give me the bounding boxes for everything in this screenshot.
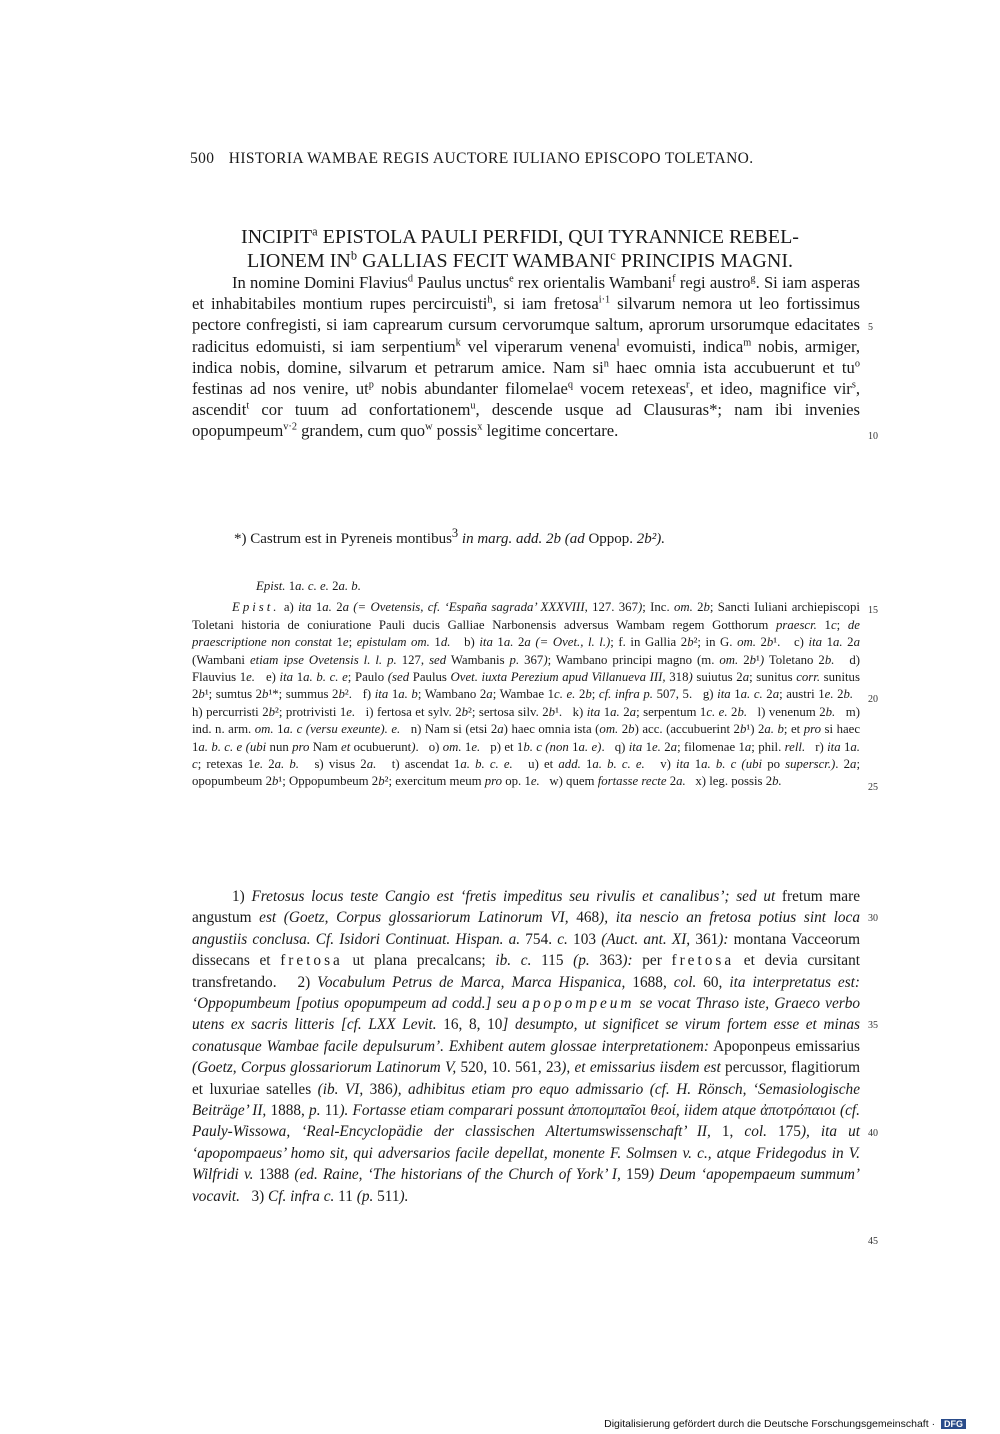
critical-apparatus — [192, 578, 860, 791]
epistle-body: In nomine Domini Flavius$^d$ Paulus unctus$^e$ rex orientalis Wambani$^f$ regi austro$^g$. Si iam asperas et inhabitabiles montium rupes percircuisti$^h$, si iam fretosa$^{i\cdot 1}$ silvarum nemora ut leo fortissimus pectore confregisti, si iam caprearum cursum cervorumque saltum, aprorum ursorumque edacitates radicitus edomuisti, si iam serpentium$^k$ vel viperarum venena$^l$ evomuisti, indica$^m$ nobis, armiger, indica nobis, domine, silvarum et petrarum amice. Nam $si^n$ haec omnia ista accubuerunt et $tu^o$ festinas ad nos venire, $ut^p$ nobis abundanter filomelae$^q$ vocem retexeas$^r$, et ideo, magnifice vir$^s$, ascendit$^t$ cor tuum ad confortationem$^u$, descende usque ad Clausuras*; nam ibi invenies opopumpeum$^{v\cdot 2}$ grandem, cum quo$^w$ possis$^x$ legitime concertare. — [192, 273, 861, 441]
line-number: 40 — [868, 1128, 878, 1139]
digitization-credit: Digitalisierung gefördert durch die Deutsche Forschungsgemeinschaft · DFG — [604, 1418, 966, 1430]
line-number-margin — [868, 0, 898, 1434]
line-number: 20 — [868, 694, 878, 705]
running-title: HISTORIA WAMBAE REGIS AUCTORE IULIANO EPISCOPO TOLETANO. — [228, 150, 754, 167]
apparatus-body: Epist. a) ita 1a. 2a (= Ovetensis, cf. ‘España sagrada’ XXXVIII, 127. 367); Inc. om. 2b; Sancti Iuliani archiepiscopi Toletani historia de coniuratione Pauli ducis Galliae Narbonensis adversus Wambam regem Gotthorum praescr. 1c; de praescriptione non constat 1e; epistulam om. 1d. b) ita 1a. 2a (= Ovet., l. l.); f. in Gallia 2b²; in G. om. 2b¹. c) ita 1a. 2a (Wambani etiam ipse Ovetensis l. l. p. 127, sed Wambanis p. 367); Wambano principi magno (m. om. 2b¹) Toletano 2b. d) Flauvius 1e. e) ita 1a. b. c. e; Paulo (sed Paulus Ovet. iuxta Perezium apud Villanueva III, 318) suiutus 2a; sunitus corr. sunitus 2b¹; sumtus 2b¹*; summus 2b². f) ita 1a. b; Wambano 2a; Wambae 1c. e. 2b; cf. infra p. 507, 5. g) ita 1a. c. 2a; austri 1e. 2b. h) percurristi 2b²; protrivisti 1e. i) fertosa et sylv. 2b²; sertosa silv. 2b¹. k) ita 1a. 2a; serpentum 1c. e. 2b. l) venenum 2b. m) ind. n. arm. om. 1a. c (versu exeunte). e. n) Nam si (etsi 2a) haec omnia ista (om. 2b) acc. (accubuerint 2b¹) 2a. b; et pro si haec 1a. b. c. e (ubi nun pro Nam et ocubuerunt). o) om. 1e. p) et 1b. c (non 1a. e). q) ita 1e. 2a; filomenae 1a; phil. rell. r) ita 1a. c; retexas 1e. 2a. b. s) visus 2a. t) ascendat 1a. b. c. e. u) et add. 1a. b. c. e. v) ita 1a. b. c (ubi po superscr.). 2a; opopumbeum 2b¹; Oppopumbeum 2b²; exercitum meum pro op. 1e. w) quem fortasse recte 2a. x) leg. possis 2b. — [192, 600, 861, 789]
line-number: 35 — [868, 1020, 878, 1031]
line-number: 15 — [868, 605, 878, 616]
running-header — [190, 150, 830, 168]
footnote-text: 1) Fretosus locus teste Cangio est ‘fretis impeditus seu rivulis et canalibus’; sed ut fretum mare angustum est (Goetz, Corpus glossariorum Latinorum VI, 468), ita nescio an fretosa potius sint loca angustiis conclusa. Cf. Isidori Continuat. Hispan. a. 754. c. 103 (Auct. ant. XI, 361): montana Vacceorum dissecans et fretosa ut plana precalcans; ib. c. 115 (p. 363): per fretosa et devia cursitant transfretando. 2) Vocabulum Petrus de Marca, Marca Hispanica, 1688, col. 60, ita interpretatus est: ‘Oppopumbeum [potius opopumpeum ad codd.] seu apopompeum se vocat Thraso iste, Graeco verbo utens ex sacris litteris [cf. LXX Levit. 16, 8, 10] desumpto, ut significet se virum fortem esse et minas conatusque Wambae facile depulsurum’. Exhibent autem glossae interpretationem: Apoponpeus emissarius (Goetz, Corpus glossariorum Latinorum V, 520, 10. 561, 23), et emissarius iisdem est percussor, flagitiorum et luxuriae satelles (ib. VI, 386), adhibitus etiam pro equo admissario (cf. H. Rönsch, ‘Semasiologische Beiträge’ II, 1888, p. 11). Fortasse etiam comparari possunt ἀποπομπαῖοι θεοί, iidem atque ἀποτρόπαιοι (cf. Pauly-Wissowa, ‘Real-Encyclopädie der classischen Altertumswissenschaft’ II, 1, col. 175), ita ut ‘apopompaeus’ homo sit, qui adversarios facile depellat, monente F. Solmsen v. c., atque Fridegodus in V. Wilfridi v. 1388 (ed. Raine, ‘The historians of the Church of York’ I, 159) Deum ‘apopempaeum summum’ vocavit. 3) Cf. infra c. 11 (p. 511). — [192, 888, 861, 1205]
line-number: 5 — [868, 322, 873, 333]
line-number: 30 — [868, 913, 878, 924]
line-number: 25 — [868, 782, 878, 793]
epistle-title: INCIPIT$^a$ EPISTOLA PAULI PERFIDI, QUI TYRANNICE REBEL- LIONEM $IN^b$ GALLIAS FECIT WAMBANI$^c$ PRINCIPIS MAGNI. — [241, 224, 799, 272]
line-number: 45 — [868, 1236, 878, 1247]
star-footnote: *) Castrum est in Pyreneis montibus$^3$ in marg. add. 2b (ad Oppop. 2b²). — [234, 526, 666, 547]
dfg-logo: DFG — [941, 1419, 966, 1429]
main-text — [192, 272, 860, 442]
commentary-footnotes — [192, 886, 860, 1207]
page-number: 500 — [190, 150, 215, 167]
line-number: 10 — [868, 431, 878, 442]
apparatus-heading: Epist. 1a. c. e. 2a. b. — [256, 579, 361, 593]
